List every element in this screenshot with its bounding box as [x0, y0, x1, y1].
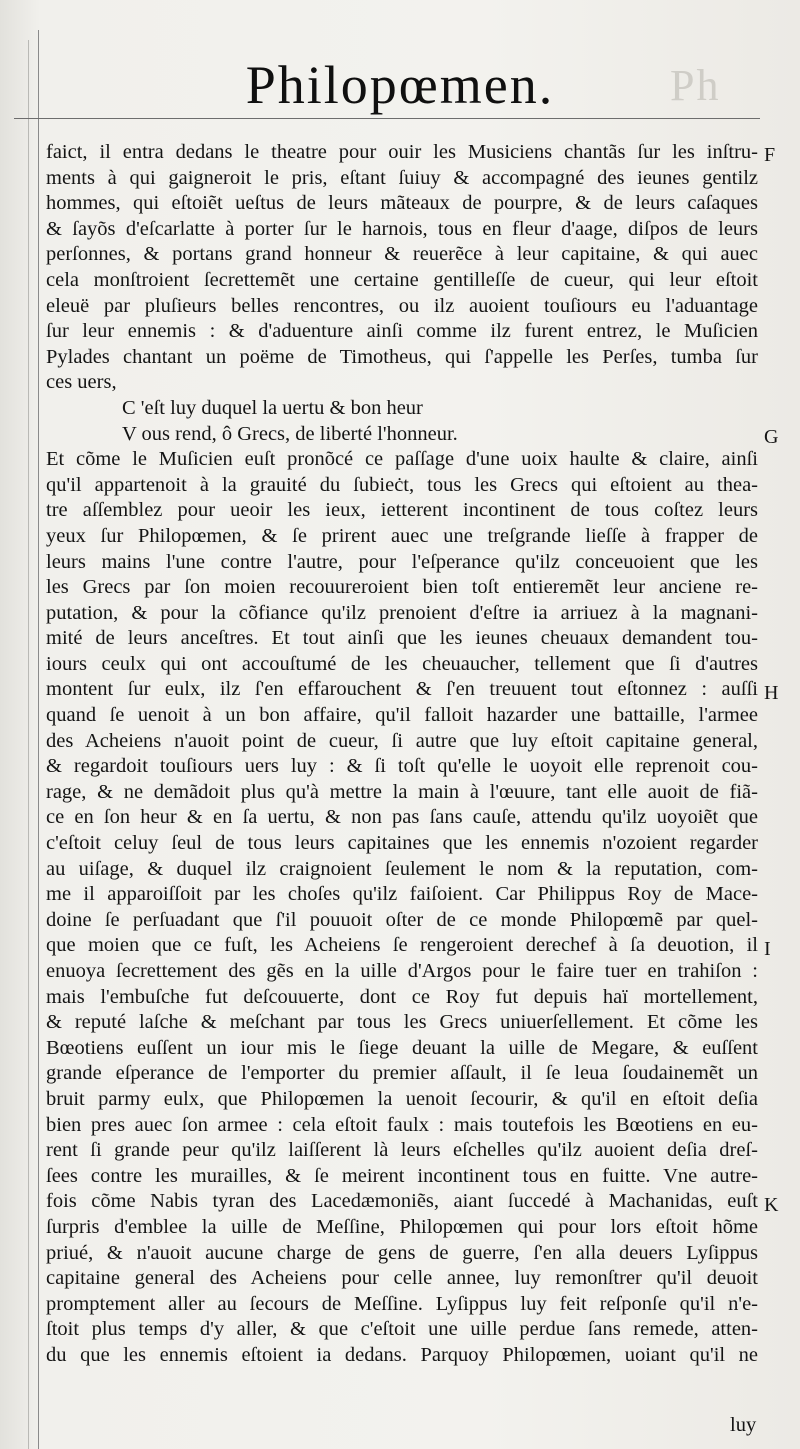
text-line: V ous rend, ô Grecs, de liberté l'honneur.: [122, 422, 458, 445]
page-edge-rule: [28, 40, 29, 1449]
text-line: quand ſe uenoit à un bon affaire, qu'il falloit hazarder une battaille, l'armee: [46, 704, 758, 727]
text-line: ſtoit plus temps d'y aller, & que c'eſtoit une uille perdue ſans remede, atten-: [46, 1318, 758, 1341]
text-line: des Acheiens n'auoit point de cueur, ſi autre que luy eſtoit capitaine general,: [46, 729, 758, 752]
margin-section-letter: I: [764, 937, 771, 960]
text-line: rage, & ne demãdoit plus qu'à mettre la main à l'œuure, tant elle auoit de fiã-: [46, 780, 758, 803]
text-line: bruit parmy eulx, que Philopœmen la uenoit ſecourir, & qu'il en eſtoit deſia: [46, 1087, 758, 1110]
text-line: que moien que ce fuſt, les Acheiens ſe rengeroient derechef à ſa deuotion, il: [46, 934, 758, 957]
text-line: Pylades chantant un poëme de Timotheus, qui ſ'appelle les Perſes, tumba ſur: [46, 345, 758, 368]
text-line: capitaine general des Acheiens pour celle annee, luy remonſtrer qu'il deuoit: [46, 1267, 758, 1290]
header-rule: [14, 118, 760, 119]
text-line: & regardoit touſiours uers luy : & ſi toſt qu'elle le uoyoit elle reprenoit cou-: [46, 755, 758, 778]
text-line: Et cõme le Muſicien euſt pronõcé ce paſſage d'une uoix haulte & claire, ainſi: [46, 448, 758, 471]
text-line: yeux ſur Philopœmen, & ſe prirent auec une treſgrande lieſſe à frapper de: [46, 524, 758, 547]
text-line: hommes, qui eſtoiẽt ueſtus de leurs mãteaux de pourpre, & de leurs caſaques: [46, 192, 758, 215]
text-line: me il apparoiſſoit par les choſes qu'ilz faiſoient. Car Philippus Roy de Mace-: [46, 883, 758, 906]
text-line: C 'eſt luy duquel la uertu & bon heur: [122, 396, 423, 419]
text-line: ces uers,: [46, 371, 117, 394]
bleed-through-text: Ph: [670, 61, 721, 110]
text-line: & ſayõs d'eſcarlatte à porter ſur le harnois, tous en fleur d'aage, diſpos de leurs: [46, 217, 758, 240]
text-line: leurs mains l'une contre l'autre, pour l'eſperance qu'ilz conceuoient que les: [46, 550, 758, 573]
text-line: ſurpris d'emblee la uille de Meſſine, Philopœmen qui pour lors eſtoit hõme: [46, 1215, 758, 1238]
text-line: mais l'embuſche fut deſcouuerte, dont ce Roy fut depuis haï mortellement,: [46, 985, 758, 1008]
text-line: priué, & n'auoit aucune charge de gens de guerre, ſ'en alla deuers Lyſippus: [46, 1241, 758, 1264]
text-line: eleuë par pluſieurs belles rencontres, ou ilz auoient touſiours eu l'aduantage: [46, 294, 758, 317]
text-line: c'eſtoit celuy ſeul de tous leurs capitaines que les ennemis n'ozoient regarder: [46, 832, 758, 855]
text-line: au uiſage, & duquel ilz craignoient ſeulement le nom & la reputation, com-: [46, 857, 758, 880]
text-line: ſur leur ennemis : & d'aduenture ainſi comme ilz furent entrez, le Muſicien: [46, 320, 758, 343]
catchword: luy: [730, 1414, 757, 1436]
text-block: [46, 140, 758, 1369]
text-line: cela monſtroient ſecrettemẽt une certaine gentilleſſe de cueur, qui leur eſtoit: [46, 268, 758, 291]
text-line: enuoya ſecrettement des gẽs en la uille d'Argos pour le faire tuer en trahiſon :: [46, 960, 758, 982]
text-line: doine ſe perſuadant que ſ'il pouuoit oſter de ce monde Philopœmẽ par quel-: [46, 908, 758, 931]
margin-rule: [38, 30, 39, 1449]
margin-section-letter: H: [764, 681, 779, 704]
text-line: ments à qui gaigneroit le pris, eſtant ſuiuy & accompagné des ieunes gentilz: [46, 166, 758, 189]
margin-section-letter: G: [764, 425, 779, 448]
text-line: tre aſſemblez pour ueoir les ieux, ietterent incontinent de tous coſtez leurs: [46, 499, 758, 522]
text-line: du que les ennemis eſtoient ia dedans. Parquoy Philopœmen, uoiant qu'il ne: [46, 1343, 758, 1366]
text-line: les Grecs par ſon moien recouureroient bien toſt entieremẽt leur anciene re-: [46, 576, 758, 599]
text-line: qu'il appartenoit à la grauité du ſubieċt, tous les Grecs qui eſtoient au thea-: [46, 473, 758, 496]
text-line: ce en ſon heur & en ſa uertu, & non pas ſans cauſe, attendu qu'ilz uoyoiẽt que: [46, 806, 758, 829]
margin-section-letter: F: [764, 144, 776, 166]
text-line: promptement aller au ſecours de Meſſine. Lyſippus luy feit reſponſe qu'il n'e-: [46, 1292, 758, 1315]
text-line: fois cõme Nabis tyran des Lacedæmoniẽs, aiant ſuccedé à Machanidas, euſt: [46, 1190, 758, 1213]
text-line: faict, il entra dedans le theatre pour ouir les Musiciens chantãs ſur les inſtru-: [46, 141, 758, 163]
running-head: Philopœmen.: [245, 55, 555, 115]
margin-section-letter: K: [764, 1193, 779, 1216]
text-line: ſees contre les murailles, & ſe meirent incontinent tous en fuitte. Vne autre-: [46, 1164, 758, 1187]
text-line: mité de leurs anceſtres. Et tout ainſi que les ieunes cheuaux demandent tou-: [46, 627, 758, 650]
text-line: rent ſi grande peur qu'ilz laiſſerent là leurs eſchelles qu'ilz auoient deſia dreſ-: [46, 1139, 758, 1162]
text-line: putation, & pour la cõfiance qu'ilz prenoient d'eſtre ia arriuez à la magnani-: [46, 601, 758, 624]
text-line: bien pres auec ſon armee : cela eſtoit faulx : mais toutefois les Bœotiens en eu-: [46, 1113, 758, 1136]
text-line: grande eſperance de l'emporter du premier aſſault, il ſe leua ſoudainemẽt un: [46, 1062, 758, 1085]
text-line: iours ceulx qui ont accouſtumé de les cheuaucher, tellement que ſi d'autres: [46, 652, 758, 675]
text-line: & reputé laſche & meſchant par tous les Grecs uniuerſellement. Et cõme les: [46, 1011, 758, 1034]
text-line: Bœotiens euſſent un iour mis le ſiege deuant la uille de Megare, & euſſent: [46, 1036, 758, 1059]
text-line: perſonnes, & portans grand honneur & reuerẽce à leur capitaine, & qui auec: [46, 243, 758, 266]
text-line: montent ſur eulx, ilz ſ'en effarouchent & ſ'en treuuent tout eſtonnez : auſſi: [46, 678, 758, 701]
